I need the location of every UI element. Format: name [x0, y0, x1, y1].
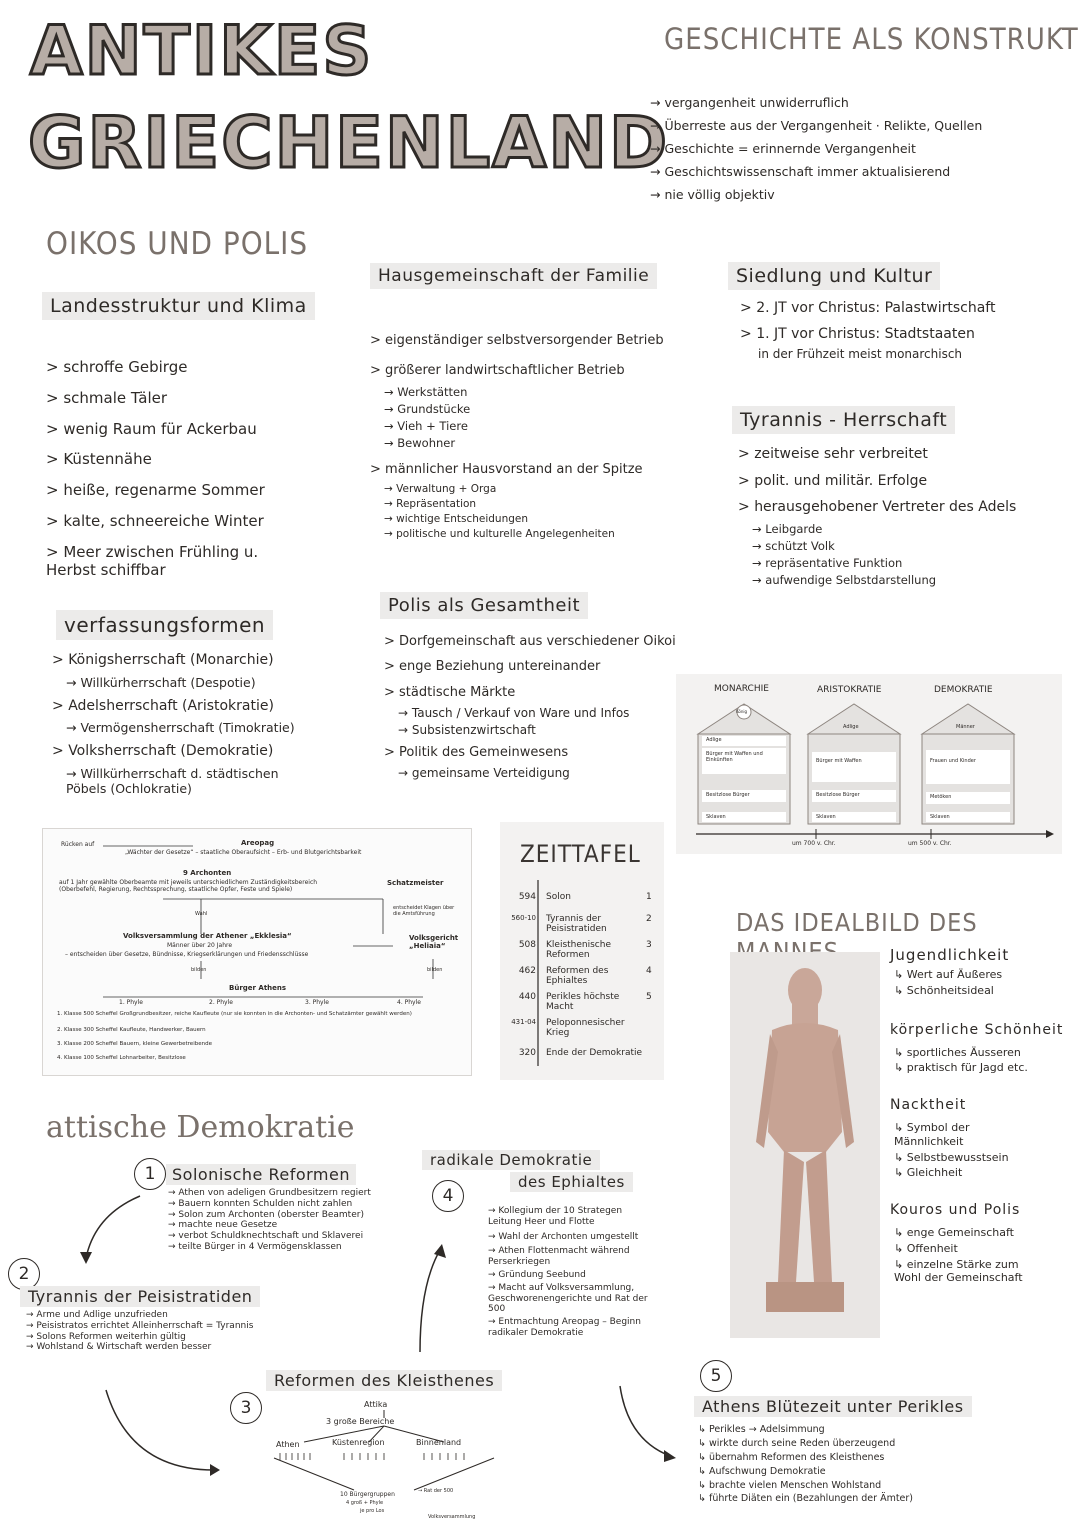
scheme-text: 2. Phyle: [209, 999, 233, 1006]
list-item: > Meer zwischen Frühling u. Herbst schiffbar: [46, 543, 306, 581]
list-item: → Kollegium der 10 Strategen Leitung Heer und Flotte: [488, 1206, 658, 1228]
attisch-heading: attische Demokratie: [46, 1110, 355, 1145]
list-item: > wenig Raum für Ackerbau: [46, 420, 336, 439]
list-item: → Werkstätten: [384, 385, 690, 399]
scheme-text: auf 1 Jahr gewählte Oberbeamte mit jeweils unterschiedlichem Zuständigkeitsbereich (Oberbefehl, Regierung, Rechtssprechung, staatliche Opfer, Feste und Spiele): [59, 879, 318, 893]
list-item: → Subsistenzwirtschaft: [398, 723, 684, 737]
list-item: ↳ enge Gemeinschaft: [894, 1226, 1070, 1240]
step2-list: [26, 1310, 326, 1353]
geschichte-list: [650, 95, 1070, 210]
zeittafel-num: 5: [646, 992, 652, 1002]
arrow-3-4: [420, 1250, 440, 1352]
zeittafel-year: 320: [518, 1048, 536, 1058]
list-item: → Willkürherrschaft d. städtischen Pöbels (Ochlokratie): [66, 766, 306, 796]
house-row: Besitzlose Bürger: [706, 792, 750, 798]
list-item: > männlicher Hausvorstand an der Spitze: [370, 462, 690, 478]
house-row: Sklaven: [706, 814, 726, 820]
list-item: > Adelsherrschaft (Aristokratie): [52, 698, 342, 716]
main-title-line2: GRIECHENLAND: [28, 102, 670, 184]
list-item: → nie völlig objektiv: [650, 187, 1070, 202]
zeittafel-year: 440: [518, 992, 536, 1002]
kleisthenes-text: Küstenregion: [332, 1438, 385, 1447]
list-item: → Geschichte = erinnernde Vergangenheit: [650, 141, 1070, 156]
house-demokratie: [922, 704, 1014, 824]
list-item: ↳ sportliches Äusseren: [894, 1046, 1070, 1060]
kleisthenes-text: Volksversammlung: [428, 1514, 476, 1520]
list-item: → machte neue Gesetze: [168, 1220, 398, 1231]
landes-list: [46, 358, 336, 589]
zeittafel-num: 4: [646, 966, 652, 976]
list-item: > kalte, schneereiche Winter: [46, 512, 336, 531]
kleisthenes-text: Athen: [276, 1440, 300, 1449]
zeittafel-num: 2: [646, 914, 652, 924]
tyrannis-list: [738, 446, 1068, 595]
kleisthenes-text: Attika: [364, 1400, 388, 1409]
list-item: ↳ Symbol der Männlichkeit: [894, 1121, 1004, 1149]
step-number: 3: [230, 1392, 262, 1424]
list-item: ↳ Schönheitsideal: [894, 984, 1070, 998]
list-item: > 1. JT vor Christus: Stadtstaaten: [740, 326, 1070, 344]
list-item: → gemeinsame Verteidigung: [398, 766, 684, 780]
list-item: > enge Beziehung untereinander: [384, 659, 684, 675]
timeline-label: um 700 v. Chr.: [792, 840, 836, 847]
list-item: → Geschichtswissenschaft immer aktualisierend: [650, 164, 1070, 179]
timeline-arrowhead: [1046, 830, 1054, 838]
main-title-line1: ANTIKES: [30, 12, 374, 91]
scheme-text: 4. Klasse 100 Scheffel Lohnarbeiter, Besitzlose: [57, 1055, 186, 1061]
step-number: 4: [432, 1180, 464, 1212]
list-item: ↳ führte Diäten ein (Bezahlungen der Ämter): [698, 1493, 968, 1505]
ideal-list: [890, 946, 1070, 1287]
list-item: → politische und kulturelle Angelegenheiten: [384, 528, 690, 540]
kouros-figure-icon: [730, 952, 880, 1338]
scheme-text: Areopag: [241, 839, 275, 847]
zeittafel-year: 431-04: [511, 1018, 536, 1026]
scheme-text: Volksgericht „Heliaia“: [409, 934, 459, 950]
arrow-1-2: [86, 1196, 140, 1258]
polis-heading: Polis als Gesamtheit: [380, 592, 588, 619]
scheme-text: Schatzmeister: [387, 879, 444, 887]
step2-title: Tyrannis der Peisistratiden: [20, 1286, 260, 1307]
kleisthenes-text: 10 Bürgergruppen: [340, 1491, 395, 1498]
scheme-text: 2. Klasse 300 Scheffel Kaufleute, Handwerker, Bauern: [57, 1027, 206, 1033]
verfassung-heading: verfassungsformen: [56, 610, 273, 640]
list-item: > Politik des Gemeinwesens: [384, 745, 684, 761]
list-item: ↳ brachte vielen Menschen Wohlstand: [698, 1480, 968, 1492]
list-item: → Entmachtung Areopag – Beginn radikaler Demokratie: [488, 1317, 658, 1339]
list-item: → Tausch / Verkauf von Ware und Infos: [398, 706, 684, 720]
ideal-group-title: Nacktheit: [890, 1097, 967, 1113]
kleisthenes-text: → Rat der 500: [418, 1488, 454, 1494]
step-number: 2: [8, 1258, 40, 1290]
polis-list: [384, 634, 684, 788]
list-item: > Volksherrschaft (Demokratie): [52, 743, 342, 761]
list-item: > größerer landwirtschaftlicher Betrieb: [370, 363, 690, 379]
list-item: → Solon zum Archonten (oberster Beamter): [168, 1210, 398, 1221]
house-top: König: [736, 709, 748, 714]
step5-list: [698, 1424, 968, 1507]
scheme-text: 1. Phyle: [119, 999, 143, 1006]
zeittafel-year: 594: [518, 892, 536, 902]
zeittafel-rows: [506, 892, 658, 1070]
zeittafel-event: Tyrannis der Peisistratiden: [546, 914, 607, 934]
tyrannis-heading: Tyrannis - Herrschaft: [732, 406, 955, 434]
ideal-group-title: Kouros und Polis: [890, 1202, 1021, 1218]
list-item: → Arme und Adlige unzufrieden: [26, 1310, 326, 1321]
zeittafel-event: Ende der Demokratie: [546, 1048, 643, 1058]
list-item: > zeitweise sehr verbreitet: [738, 446, 1068, 464]
list-item: → Willkürherrschaft (Despotie): [66, 675, 342, 690]
list-item: → Athen Flottenmacht während Perserkriegen: [488, 1246, 658, 1268]
diagram-svg: [676, 674, 1062, 854]
list-item: → verbot Schuldknechtschaft und Sklaverei: [168, 1231, 398, 1242]
kouros-statue: [730, 952, 880, 1338]
zeittafel-num: 3: [646, 940, 652, 950]
step1-list: [168, 1188, 398, 1253]
list-item: → teilte Bürger in 4 Vermögensklassen: [168, 1242, 398, 1253]
scheme-text: 9 Archonten: [183, 869, 232, 877]
list-item: → Verwaltung + Orga: [384, 483, 690, 495]
scheme-text: 4. Phyle: [397, 999, 421, 1006]
list-item: > Küstennähe: [46, 450, 336, 469]
scheme-text: 1. Klasse 500 Scheffel Großgrundbesitzer, reiche Kaufleute (nur sie konnten in die Archonten- und Schatzämter gewählt werden): [57, 1011, 412, 1017]
list-item: → Gründung Seebund: [488, 1270, 658, 1281]
list-item: → Überreste aus der Vergangenheit · Relikte, Quellen: [650, 118, 1070, 133]
verfassung-diagram: [676, 674, 1062, 854]
ideal-group-title: Jugendlichkeit: [890, 946, 1010, 964]
siedlung-note: in der Frühzeit meist monarchisch: [758, 347, 963, 361]
haus-list: [370, 333, 690, 548]
list-item: → aufwendige Selbstdarstellung: [752, 573, 1068, 587]
house-aristokratie: [808, 704, 900, 824]
list-item: → Repräsentation: [384, 498, 690, 510]
list-item: > schroffe Gebirge: [46, 358, 336, 377]
geschichte-heading: GESCHICHTE ALS KONSTRUKT: [664, 22, 1079, 56]
zeittafel-heading: ZEITTAFEL: [520, 840, 641, 868]
list-item: > Königsherrschaft (Monarchie): [52, 652, 342, 670]
list-item: → Athen von adeligen Grundbesitzern regiert: [168, 1188, 398, 1199]
ideal-group-title: körperliche Schönheit: [890, 1021, 1064, 1038]
zeittafel-num: 1: [646, 892, 652, 902]
house-row: Adlige: [706, 737, 722, 743]
kleisthenes-text: je pro Los: [360, 1508, 385, 1514]
zeittafel-card: [500, 822, 664, 1080]
list-item: ↳ Offenheit: [894, 1242, 1070, 1256]
list-item: > 2. JT vor Christus: Palastwirtschaft: [740, 300, 1070, 318]
list-item: → Bewohner: [384, 436, 690, 450]
arrow-2-3: [106, 1390, 214, 1470]
scheme-text: entscheidet Klagen über die Amtsführung: [393, 905, 455, 917]
kleisthenes-text: Binnenland: [416, 1438, 462, 1447]
list-item: → Vieh + Tiere: [384, 419, 690, 433]
arrow-4-5: [620, 1386, 670, 1456]
list-item: ↳ Selbstbewusstsein: [894, 1151, 1070, 1165]
list-item: → Vermögensherrschaft (Timokratie): [66, 720, 342, 735]
scheme-text: Bürger Athens: [229, 984, 287, 992]
list-item: → Wohlstand & Wirtschaft werden besser: [26, 1342, 326, 1353]
ideal-heading: DAS IDEALBILD DES: [736, 908, 978, 937]
house-label: DEMOKRATIE: [934, 685, 993, 695]
zeittafel-year: 462: [518, 966, 536, 976]
scheme-text: – entscheiden über Gesetze, Bündnisse, Kriegserklärungen und Friedensschlüsse: [65, 951, 309, 958]
scheme-text: 3. Phyle: [305, 999, 329, 1006]
scheme-text: Wahl: [195, 911, 208, 917]
zeittafel-year: 560-10: [511, 914, 536, 922]
house-top: Adlige: [843, 724, 859, 730]
list-item: > heiße, regenarme Sommer: [46, 481, 336, 500]
house-row: Bürger mit Waffen: [816, 758, 862, 764]
step4-list: [488, 1206, 658, 1339]
house-row: Sklaven: [930, 814, 950, 820]
step-number: 1: [134, 1158, 166, 1190]
step3-title: Reformen des Kleisthenes: [266, 1370, 502, 1391]
step4-title1: radikale Demokratie: [422, 1150, 600, 1170]
list-item: → schützt Volk: [752, 539, 1068, 553]
list-item: → repräsentative Funktion: [752, 556, 1068, 570]
house-label: MONARCHIE: [714, 684, 769, 694]
house-monarchie: [698, 704, 790, 824]
scheme-text: „Wächter der Gesetze“ – staatliche Oberaufsicht – Erb- und Blutgerichtsbarkeit: [125, 849, 362, 856]
list-item: → Peisistratos errichtet Alleinherrschaft = Tyrannis: [26, 1321, 326, 1332]
list-item: → Grundstücke: [384, 402, 690, 416]
house-label: ARISTOKRATIE: [817, 685, 882, 695]
list-item: ↳ wirkte durch seine Reden überzeugend: [698, 1438, 968, 1450]
step5-title: Athens Blütezeit unter Perikles: [694, 1396, 972, 1417]
list-item: > städtische Märkte: [384, 685, 684, 701]
list-item: ↳ praktisch für Jagd etc.: [894, 1061, 1070, 1075]
oikos-heading: OIKOS UND POLIS: [46, 226, 309, 262]
scheme-text: Volksversammlung der Athener „Ekklesia“: [123, 932, 292, 940]
list-item: → Wahl der Archonten umgestellt: [488, 1232, 658, 1243]
zeittafel-event: Kleisthenische Reformen: [546, 940, 611, 960]
house-row: Metöken: [930, 794, 952, 800]
list-item: ↳ Gleichheit: [894, 1166, 1070, 1180]
zeittafel-event: Peloponnesischer Krieg: [546, 1018, 625, 1038]
house-row: Besitzlose Bürger: [816, 792, 860, 798]
list-item: ↳ Wert auf Äußeres: [894, 968, 1070, 982]
landes-heading: Landesstruktur und Klima: [42, 292, 315, 320]
haus-heading: Hausgemeinschaft der Familie: [370, 263, 657, 289]
zeittafel-event: Reformen des Ephialtes: [546, 966, 609, 986]
list-item: ↳ übernahm Reformen des Kleisthenes: [698, 1452, 968, 1464]
list-item: > herausgehobener Vertreter des Adels: [738, 499, 1068, 517]
siedlung-list: [740, 300, 1070, 361]
athen-verfassung-scheme: [42, 828, 472, 1076]
list-item: > eigenständiger selbstversorgender Betrieb: [370, 333, 690, 349]
list-item: > schmale Täler: [46, 389, 336, 408]
kleisthenes-text: 4 groß + Phyle: [346, 1500, 384, 1506]
list-item: → vergangenheit unwiderruflich: [650, 95, 1070, 110]
list-item: → Solons Reformen weiterhin gültig: [26, 1332, 326, 1343]
list-item: > Dorfgemeinschaft aus verschiedener Oikoi: [384, 634, 684, 650]
list-item: ↳ Aufschwung Demokratie: [698, 1466, 968, 1478]
list-item: ↳ einzelne Stärke zum Wohl der Gemeinschaft: [894, 1258, 1024, 1286]
timeline-label: um 500 v. Chr.: [908, 840, 952, 847]
siedlung-heading: Siedlung und Kultur: [728, 262, 940, 290]
step-number: 5: [700, 1360, 732, 1392]
house-row: Sklaven: [816, 814, 836, 820]
zeittafel-event: Solon: [546, 892, 571, 902]
scheme-text: bilden: [191, 967, 207, 973]
scheme-text: Männer über 20 Jahre: [167, 942, 233, 949]
zeittafel-event: Perikles höchste Macht: [546, 992, 620, 1012]
house-row: Bürger mit Waffen und Einkünften: [706, 751, 763, 763]
step4-title2: des Ephialtes: [510, 1172, 633, 1192]
scheme-text: bilden: [427, 967, 443, 973]
house-row: Frauen und Kinder: [930, 758, 976, 764]
list-item: → Leibgarde: [752, 522, 1068, 536]
scheme-text: Rücken auf: [61, 841, 95, 848]
step1-title: Solonische Reformen: [166, 1164, 356, 1185]
list-item: ↳ Perikles → Adelsimmung: [698, 1424, 968, 1436]
kleisthenes-text: 3 große Bereiche: [326, 1417, 395, 1426]
list-item: → wichtige Entscheidungen: [384, 513, 690, 525]
list-item: > polit. und militär. Erfolge: [738, 473, 1068, 491]
house-top: Männer: [956, 724, 975, 730]
scheme-text: 3. Klasse 200 Scheffel Bauern, kleine Gewerbetreibende: [57, 1041, 212, 1047]
list-item: → Bauern konnten Schulden nicht zahlen: [168, 1199, 398, 1210]
list-item: → Macht auf Volksversammlung, Geschworenengerichte und Rat der 500: [488, 1283, 658, 1315]
verfassung-list: [52, 652, 342, 804]
zeittafel-year: 508: [518, 940, 536, 950]
